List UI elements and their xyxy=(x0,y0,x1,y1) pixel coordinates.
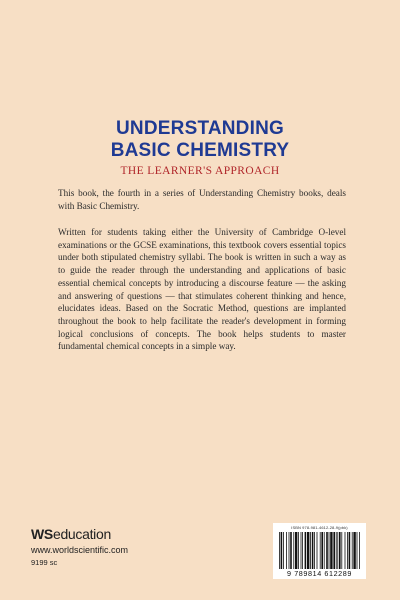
publisher-url: www.worldscientific.com xyxy=(31,545,129,555)
description-paragraph-2: Written for students taking either the University of Cambridge O-level examinations or the GCSE examinations, this textbook covers essential topics under both stipulated chemistry syllabi. The book is written in such a way as to guide the reader through the understanding and applications of basic essential chemical concepts by introducing a discourse feature — the asking and answering of questions — that stimulates coherent thinking and hence, elucidates ideas. Based on the Socratic Method, questions are implanted throughout the book to help facilitate the reader's development in forming logical conclusions of concepts. The book helps students to master fundamental chemical concepts in a simple way. xyxy=(58,227,346,352)
description-paragraph-1: This book, the fourth in a series of Understanding Chemistry books, deals with Basic Chemistry. xyxy=(58,188,346,211)
publisher-block xyxy=(31,526,128,568)
isbn-label: ISBN 978-981-4612-28-9(pbk) xyxy=(291,525,348,530)
title-line-2: BASIC CHEMISTRY xyxy=(110,140,290,161)
book-title xyxy=(0,118,400,162)
isbn-barcode xyxy=(273,523,366,579)
catalog-code: 9199 sc xyxy=(31,558,58,567)
barcode-digits: 9 789814 612289 xyxy=(287,569,352,578)
title-line-1: UNDERSTANDING xyxy=(116,118,284,139)
book-subtitle: THE LEARNER'S APPROACH xyxy=(120,165,280,177)
logo-ws: WS xyxy=(31,526,53,542)
logo-rest: education xyxy=(52,526,111,542)
barcode-bars xyxy=(279,532,360,569)
publisher-logo xyxy=(31,526,128,542)
